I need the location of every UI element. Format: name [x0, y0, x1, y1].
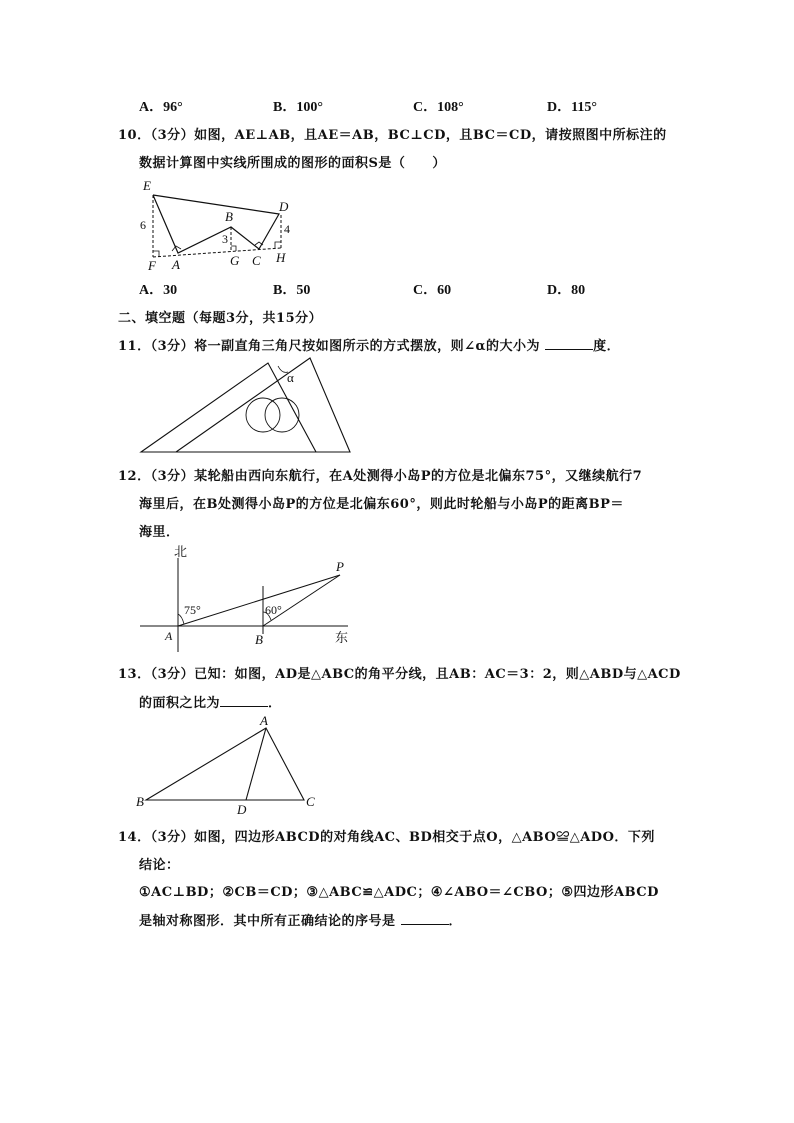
q13-answer-blank	[220, 694, 268, 707]
q10-label-g: G	[230, 253, 240, 268]
q12-angle-60: 60°	[265, 603, 282, 617]
q9-option-c: C．108°	[413, 100, 464, 115]
q11-question: 11．（3分）将一副直角三角尺按如图所示的方式摆放，则∠α的大小为	[118, 339, 541, 354]
q10-figure	[138, 175, 298, 275]
q13-figure	[136, 712, 326, 818]
q10-label-4: 4	[284, 222, 290, 236]
section-2-heading: 二、填空题（每题3分，共15分）	[118, 311, 323, 326]
q12-angle-75: 75°	[184, 603, 201, 617]
q9-option-d: D．115°	[547, 100, 597, 115]
q13-text-line2	[139, 692, 282, 711]
q14-answer-blank	[401, 912, 449, 925]
q11-text	[118, 335, 620, 354]
q13-suffix: ．	[268, 696, 282, 711]
q10-label-h: H	[276, 250, 286, 265]
q9-option-a: A．96°	[139, 100, 183, 115]
q13-label-d: D	[237, 802, 247, 817]
q14-text-line2: 结论：	[139, 858, 180, 873]
q14-text-line4	[139, 910, 462, 929]
q10-label-f: F	[148, 258, 156, 273]
q13-label-b: B	[136, 794, 144, 809]
q12-text-line1: 12．（3分）某轮船由西向东航行，在A处测得小岛P的方位是北偏东75°，又继续航行7	[118, 469, 643, 484]
q10-label-3: 3	[222, 232, 228, 246]
q10-option-d: D．80	[547, 283, 586, 298]
q14-text-line1: 14．（3分）如图，四边形ABCD的对角线AC、BD相交于点O，△ABO≌△ADO．下列	[118, 830, 655, 845]
q13-text-line1: 13．（3分）已知：如图，AD是△ABC的角平分线，且AB：AC＝3：2，则△ABD与△ACD	[118, 667, 681, 682]
q10-label-a: A	[172, 257, 180, 272]
q10-label-6: 6	[140, 218, 146, 232]
q12-label-p: P	[336, 559, 344, 574]
q13-question: 的面积之比为	[139, 696, 221, 711]
q10-text-line2: 数据计算图中实线所围成的图形的面积S是（ ）	[139, 156, 446, 171]
q10-label-b: B	[225, 209, 233, 224]
q11-answer-blank	[545, 337, 593, 350]
q12-north-label: 北	[174, 544, 188, 559]
q12-east-label: 东	[335, 630, 349, 645]
q12-label-b: B	[255, 632, 263, 647]
q12-label-a: A	[165, 629, 173, 643]
q10-option-c: C．60	[413, 283, 452, 298]
q12-text-line2: 海里后，在B处测得小岛P的方位是北偏东60°，则此时轮船与小岛P的距离BP＝	[139, 497, 624, 512]
q9-option-b: B．100°	[273, 100, 323, 115]
q10-option-b: B．50	[273, 283, 311, 298]
q14-suffix: ．	[448, 914, 463, 929]
q12-figure	[138, 544, 353, 649]
q14-text-line3: ①AC⊥BD；②CB＝CD；③△ABC≌△ADC；④∠ABO＝∠CBO；⑤四边形ABCD	[139, 885, 659, 900]
q10-option-a: A．30	[139, 283, 178, 298]
q13-label-c: C	[306, 794, 315, 809]
q10-label-c: C	[252, 253, 261, 268]
q11-figure	[138, 358, 353, 454]
q10-label-d: D	[279, 199, 289, 214]
q14-question: 是轴对称图形．其中所有正确结论的序号是	[139, 914, 396, 929]
q12-text-line3: 海里．	[139, 525, 180, 540]
q11-suffix: 度．	[593, 339, 621, 354]
q11-alpha-label: α	[287, 370, 294, 385]
q10-label-e: E	[143, 178, 151, 193]
q13-label-a: A	[260, 713, 268, 728]
q10-text-line1: 10．（3分）如图，AE⊥AB，且AE＝AB，BC⊥CD，且BC＝CD，请按照图中所标注的	[118, 128, 667, 143]
